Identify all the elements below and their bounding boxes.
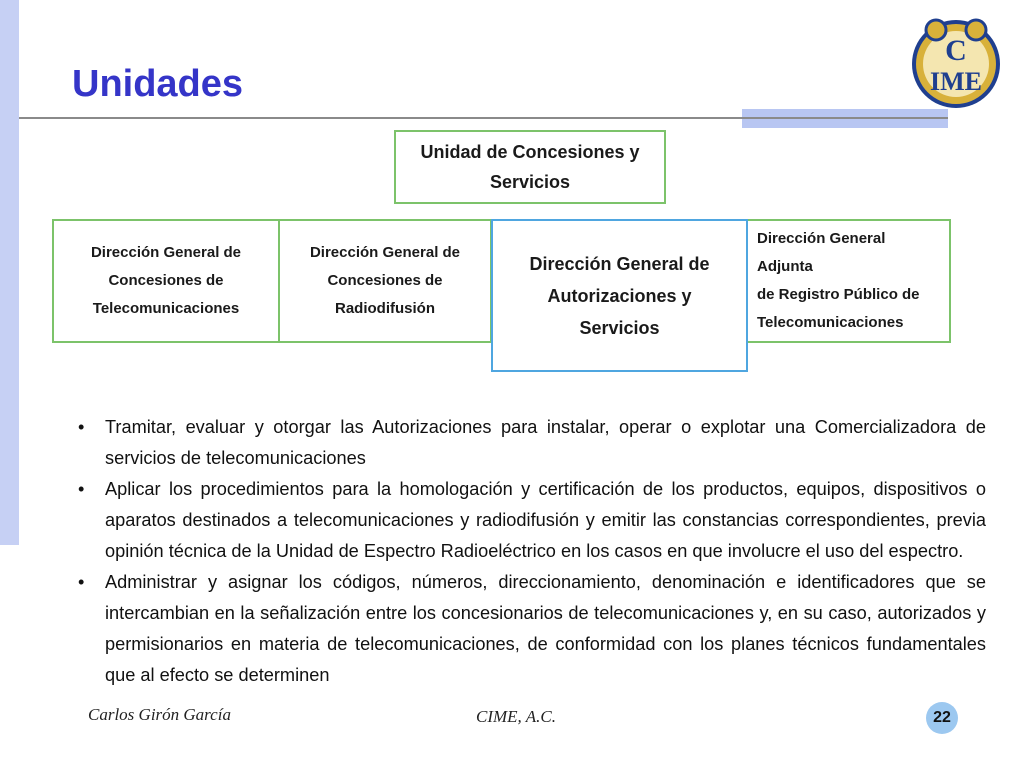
unit-2-line-2: Concesiones de bbox=[327, 272, 443, 289]
unit-2-line-1: Dirección General de bbox=[309, 244, 461, 261]
title-divider bbox=[19, 117, 948, 119]
unidad-concesiones-servicios-box bbox=[394, 130, 666, 204]
dg-adjunta-registro-publico-box bbox=[745, 219, 951, 343]
list-item bbox=[76, 412, 986, 474]
dg-concesiones-telecom-box bbox=[52, 219, 280, 343]
top-unit-line-1: Unidad de Concesiones y bbox=[420, 142, 640, 162]
bullet-dot-icon: • bbox=[78, 479, 85, 499]
slide-title: Unidades bbox=[72, 63, 244, 105]
responsibilities-list bbox=[76, 412, 986, 691]
svg-text:C: C bbox=[945, 34, 967, 67]
footer-author: Carlos Girón García bbox=[88, 705, 231, 724]
unit-1-line-2: Concesiones de bbox=[108, 272, 224, 289]
bullet-dot-icon: • bbox=[78, 572, 85, 592]
cime-logo bbox=[902, 14, 1010, 110]
bullet-dot-icon: • bbox=[78, 417, 85, 437]
unit-4-line-2: de Registro Público de bbox=[757, 286, 920, 303]
dg-concesiones-radiodifusion-box bbox=[278, 219, 492, 343]
unit-1-line-1: Dirección General de bbox=[90, 244, 242, 261]
unit-4-line-3: Telecomunicaciones bbox=[757, 314, 904, 331]
page-number-badge: 22 bbox=[926, 702, 958, 734]
list-item bbox=[76, 567, 986, 691]
unit-3-line-2: Autorizaciones y Servicios bbox=[547, 285, 692, 338]
bullet-text-1: Tramitar, evaluar y otorgar las Autorizaciones para instalar, operar o explotar una Comercializadora de servicios de telecomunicaciones bbox=[105, 417, 986, 468]
list-item bbox=[76, 474, 986, 567]
footer-organization: CIME, A.C. bbox=[476, 707, 556, 726]
bullet-text-2: Aplicar los procedimientos para la homologación y certificación de los productos, equipos, dispositivos o aparatos destinados a telecomunicaciones y radiodifusión y emitir las constancias correspondientes, previa opinión técnica de la Unidad de Espectro Radioeléctrico en los casos en que involucre el uso del espectro. bbox=[105, 479, 986, 561]
dg-autorizaciones-servicios-box bbox=[491, 219, 748, 372]
unit-1-line-3: Telecomunicaciones bbox=[92, 300, 240, 317]
left-accent-bar bbox=[0, 0, 19, 545]
unit-2-line-3: Radiodifusión bbox=[335, 300, 435, 317]
top-unit-line-2: Servicios bbox=[489, 172, 571, 192]
svg-text:IME: IME bbox=[930, 67, 982, 96]
unit-4-line-1: Dirección General Adjunta bbox=[757, 230, 886, 275]
unit-3-line-1: Dirección General de bbox=[529, 253, 710, 274]
bullet-text-3: Administrar y asignar los códigos, números, direccionamiento, denominación e identificadores que se intercambian en la señalización entre los concesionarios de telecomunicaciones y, en su caso, autorizados y permisionarios en materia de telecomunicaciones, de conformidad con los planes técnicos fundamentales que al efecto se determinen bbox=[105, 572, 986, 685]
